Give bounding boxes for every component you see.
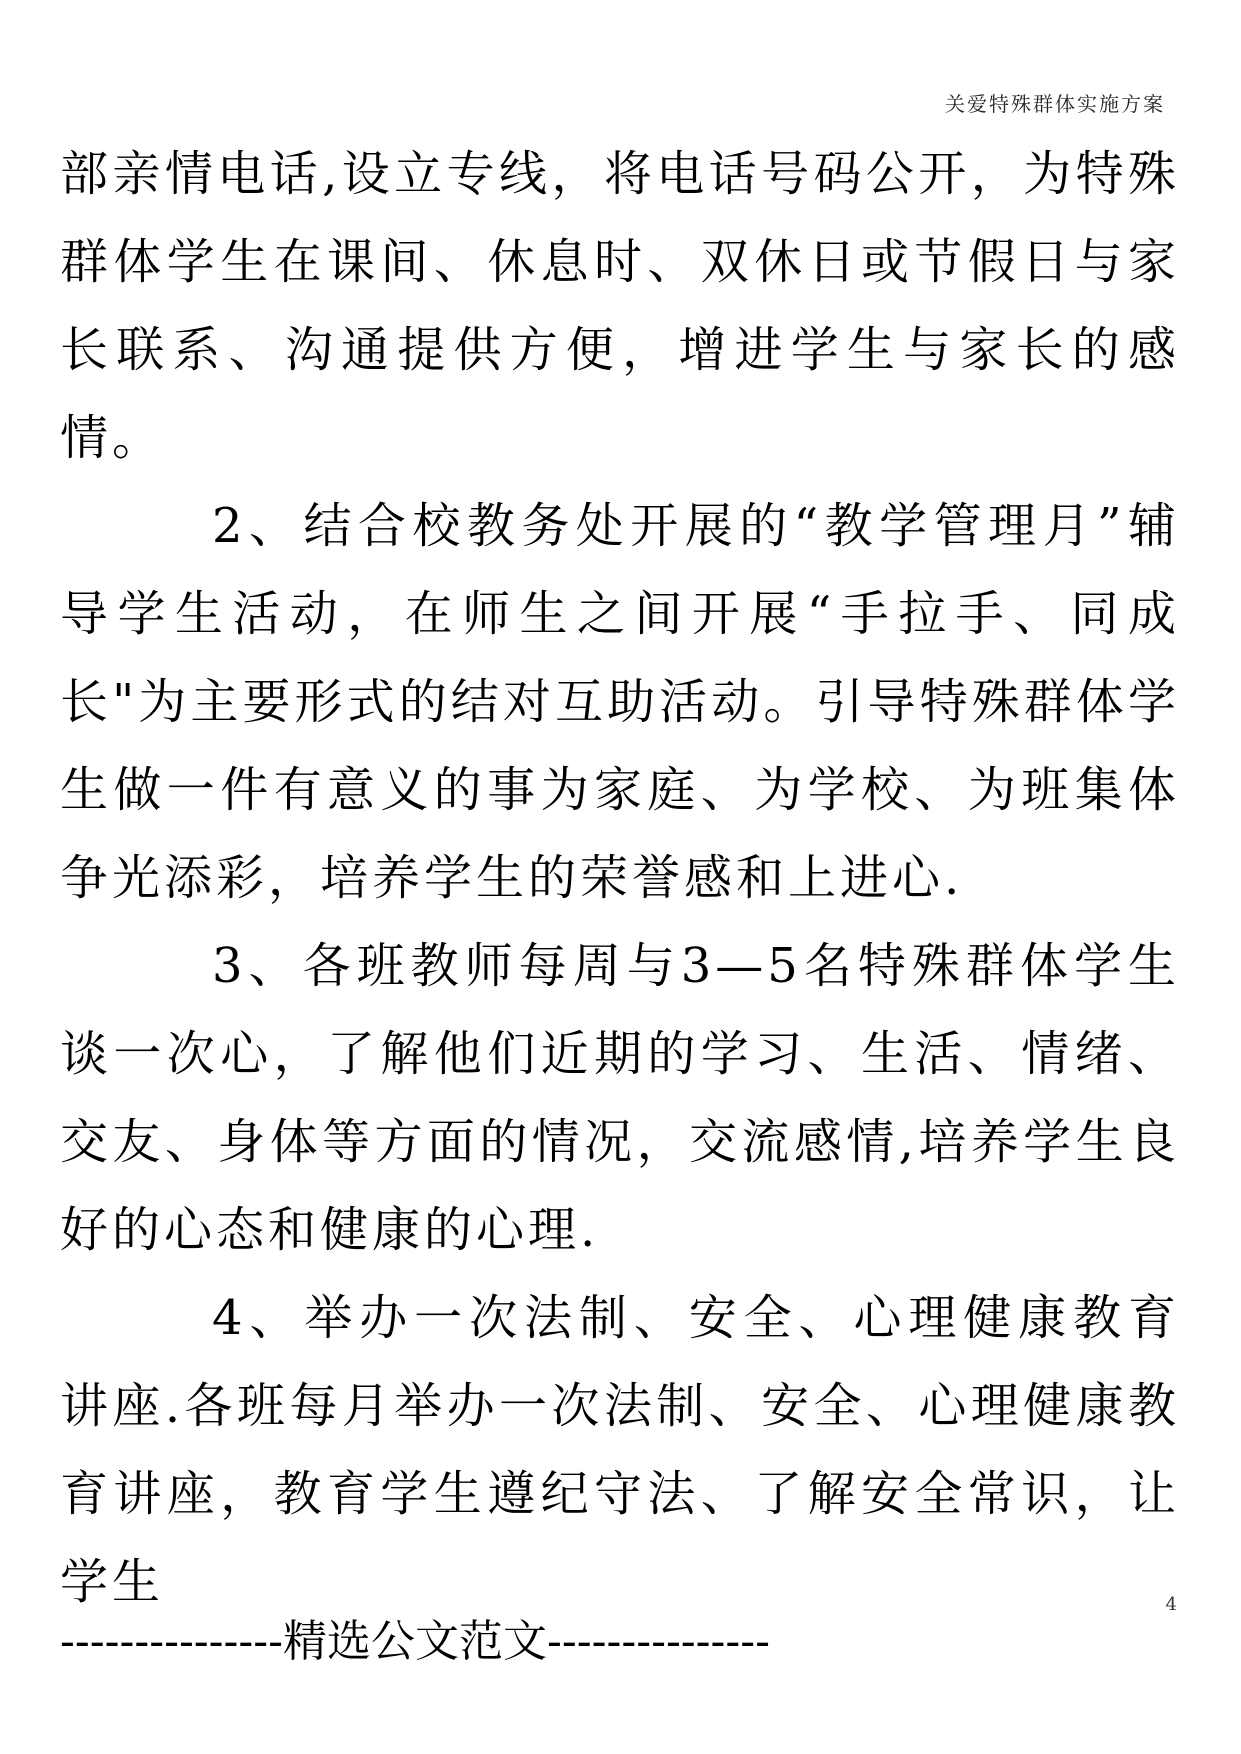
footer-banner: ---------------精选公文范文---------------: [60, 1616, 771, 1667]
paragraph-item-3: 3、各班教师每周与3—5名特殊群体学生谈一次心，了解他们近期的学习、生活、情绪、交友、身体等方面的情况，交流感情,培养学生良好的心态和健康的心理.: [60, 938, 1180, 1258]
paragraph-item-2: 2、结合校教务处开展的“教学管理月”辅导学生活动，在师生之间开展“手拉手、同成长"为主要形式的结对互助活动。引导特殊群体学生做一件有意义的事为家庭、为学校、为班集体争光添彩，培养学生的荣誉感和上进心.: [60, 498, 1180, 906]
paragraph-item-4: 4、举办一次法制、安全、心理健康教育讲座.各班每月举办一次法制、安全、心理健康教育讲座，教育学生遵纪守法、了解安全常识，让学生: [60, 1290, 1180, 1610]
page-number: 4: [1165, 1594, 1177, 1615]
running-header: 关爱特殊群体实施方案: [945, 92, 1165, 116]
paragraph-continuation: 部亲情电话,设立专线，将电话号码公开，为特殊群体学生在课间、休息时、双休日或节假日与家长联系、沟通提供方便，增进学生与家长的感情。: [60, 146, 1180, 466]
body-text: [60, 130, 1180, 1626]
